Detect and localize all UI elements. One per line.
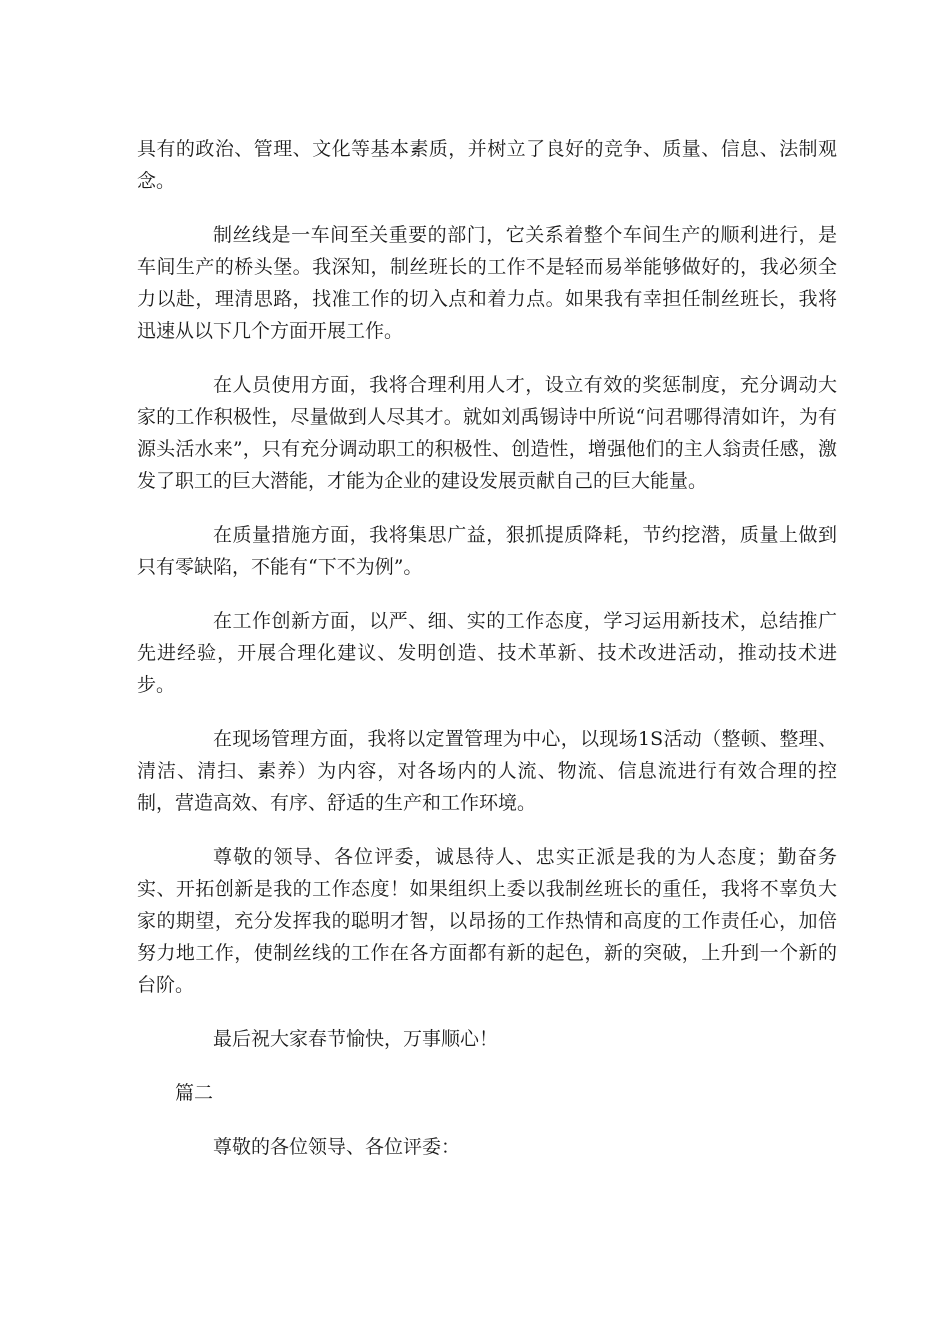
- paragraph-department: 制丝线是一车间至关重要的部门，它关系着整个车间生产的顺利进行，是车间生产的桥头堡。我深知，制丝班长的工作不是轻而易举能够做好的，我必须全力以赴，理清思路，找准工作的切入点和着力点。如果我有幸担任制丝班长，我将迅速从以下几个方面开展工作。: [137, 224, 837, 342]
- salutation: 尊敬的各位领导、各位评委：: [213, 1136, 461, 1158]
- paragraph-continuation: 具有的政治、管理、文化等基本素质，并树立了良好的竞争、质量、信息、法制观念。: [137, 138, 837, 192]
- paragraph-personnel: 在人员使用方面，我将合理利用人才，设立有效的奖惩制度，充分调动大家的工作积极性，尽量做到人尽其才。就如刘禹锡诗中所说“问君哪得清如许，为有源头活水来”，只有充分调动职工的积极性、创造性，增强他们的主人翁责任感，激发了职工的巨大潜能，才能为企业的建设发展贡献自己的巨大能量。: [137, 374, 837, 492]
- paragraph-innovation: 在工作创新方面，以严、细、实的工作态度，学习运用新技术，总结推广先进经验，开展合理化建议、发明创造、技术革新、技术改进活动，推动技术进步。: [137, 610, 837, 696]
- paragraph-greeting: 最后祝大家春节愉快，万事顺心！: [213, 1028, 499, 1050]
- paragraph-closing-statement: 尊敬的领导、各位评委，诚恳待人、忠实正派是我的为人态度；勤奋务实、开拓创新是我的工作态度！如果组织上委以我制丝班长的重任，我将不辜负大家的期望，充分发挥我的聪明才智，以昂扬的工作热情和高度的工作责任心，加倍努力地工作，使制丝线的工作在各方面都有新的起色，新的突破，上升到一个新的台阶。: [137, 846, 837, 996]
- paragraph-site-management: 在现场管理方面，我将以定置管理为中心，以现场1S活动（整顿、整理、清洁、清扫、素养）为内容，对各场内的人流、物流、信息流进行有效合理的控制，营造高效、有序、舒适的生产和工作环境。: [137, 728, 837, 814]
- section-heading: 篇二: [175, 1082, 214, 1104]
- paragraph-quality: 在质量措施方面，我将集思广益，狠抓提质降耗，节约挖潜，质量上做到只有零缺陷，不能有“下不为例”。: [137, 524, 837, 578]
- document-body: [137, 133, 837, 1185]
